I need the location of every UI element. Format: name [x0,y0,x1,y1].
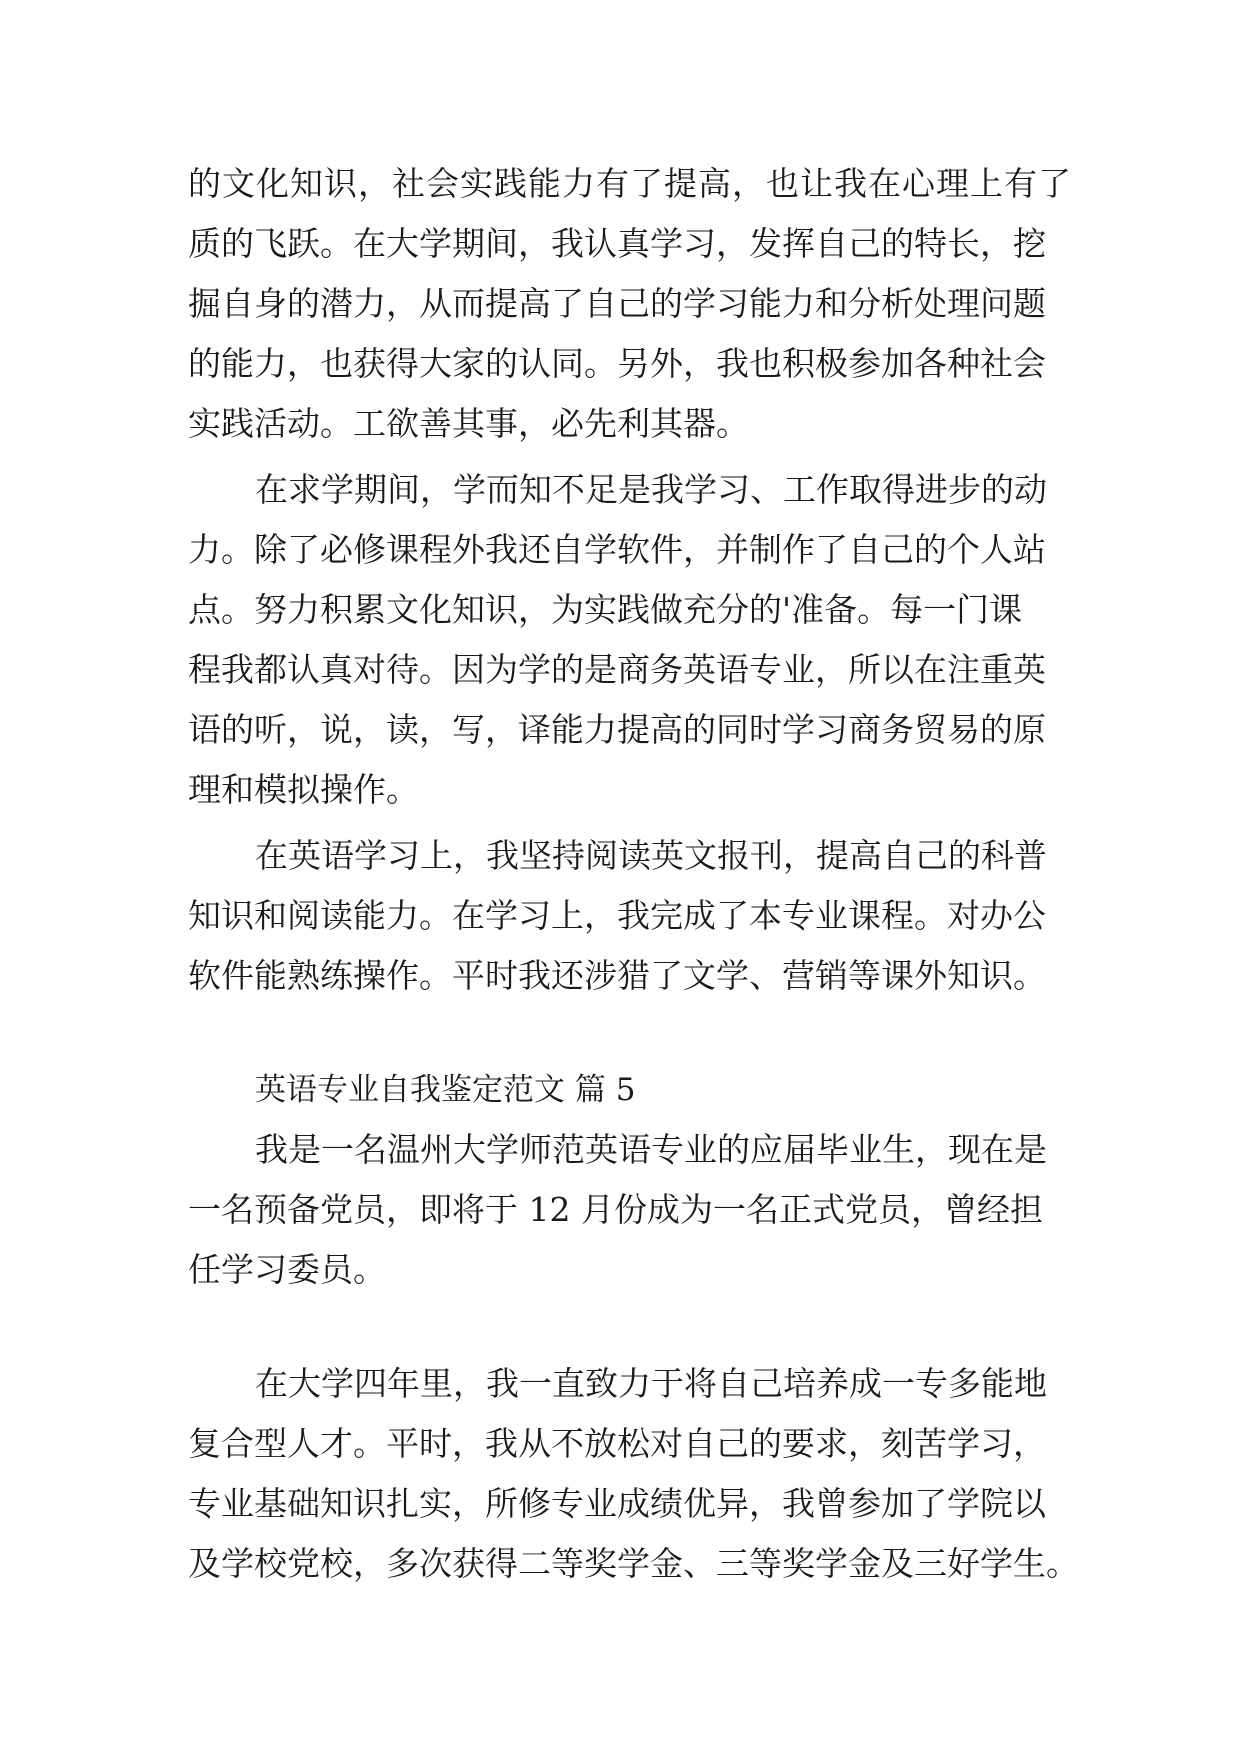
paragraph-4-line-3: 任学习委员。 [188,1250,386,1289]
paragraph-1-line-5: 实践活动。工欲善其事，必先利其器。 [188,404,749,443]
paragraph-3-line-2: 知识和阅读能力。在学习上，我完成了本专业课程。对办公 [188,896,1046,935]
paragraph-1-line-4: 的能力，也获得大家的认同。另外，我也积极参加各种社会 [188,344,1046,383]
paragraph-4-line-1: 我是一名温州大学师范英语专业的应届毕业生，现在是 [255,1130,1047,1169]
paragraph-4-line-2: 一名预备党员，即将于 12 月份成为一名正式党员，曾经担 [188,1190,1043,1229]
paragraph-3-line-3: 软件能熟练操作。平时我还涉猎了文学、营销等课外知识。 [188,956,1046,995]
paragraph-2-line-1: 在求学期间，学而知不足是我学习、工作取得进步的动 [255,470,1047,509]
paragraph-5-line-4: 及学校党校，多次获得二等奖学金、三等奖学金及三好学生。 [188,1544,1079,1583]
section-heading: 英语专业自我鉴定范文 篇 5 [255,1072,636,1108]
paragraph-3-line-1: 在英语学习上，我坚持阅读英文报刊，提高自己的科普 [255,836,1047,875]
paragraph-2-line-2: 力。除了必修课程外我还自学软件，并制作了自己的个人站 [188,530,1046,569]
paragraph-5-line-2: 复合型人才。平时，我从不放松对自己的要求，刻苦学习， [188,1424,1046,1463]
paragraph-2-line-6: 理和模拟操作。 [188,770,419,809]
paragraph-1-line-3: 掘自身的潜力，从而提高了自己的学习能力和分析处理问题 [188,284,1046,323]
paragraph-5-line-1: 在大学四年里，我一直致力于将自己培养成一专多能地 [255,1364,1047,1403]
paragraph-2-line-3: 点。努力积累文化知识，为实践做充分的'准备。每一门课 [188,590,1023,629]
paragraph-5-line-3: 专业基础知识扎实，所修专业成绩优异，我曾参加了学院以 [188,1484,1046,1523]
paragraph-1-line-2: 质的飞跃。在大学期间，我认真学习，发挥自己的特长，挖 [188,224,1046,263]
paragraph-1-line-1: 的文化知识，社会实践能力有了提高，也让我在心理上有了 [188,164,1072,203]
paragraph-2-line-4: 程我都认真对待。因为学的是商务英语专业，所以在注重英 [188,650,1046,689]
paragraph-2-line-5: 语的听，说，读，写，译能力提高的同时学习商务贸易的原 [188,710,1046,749]
